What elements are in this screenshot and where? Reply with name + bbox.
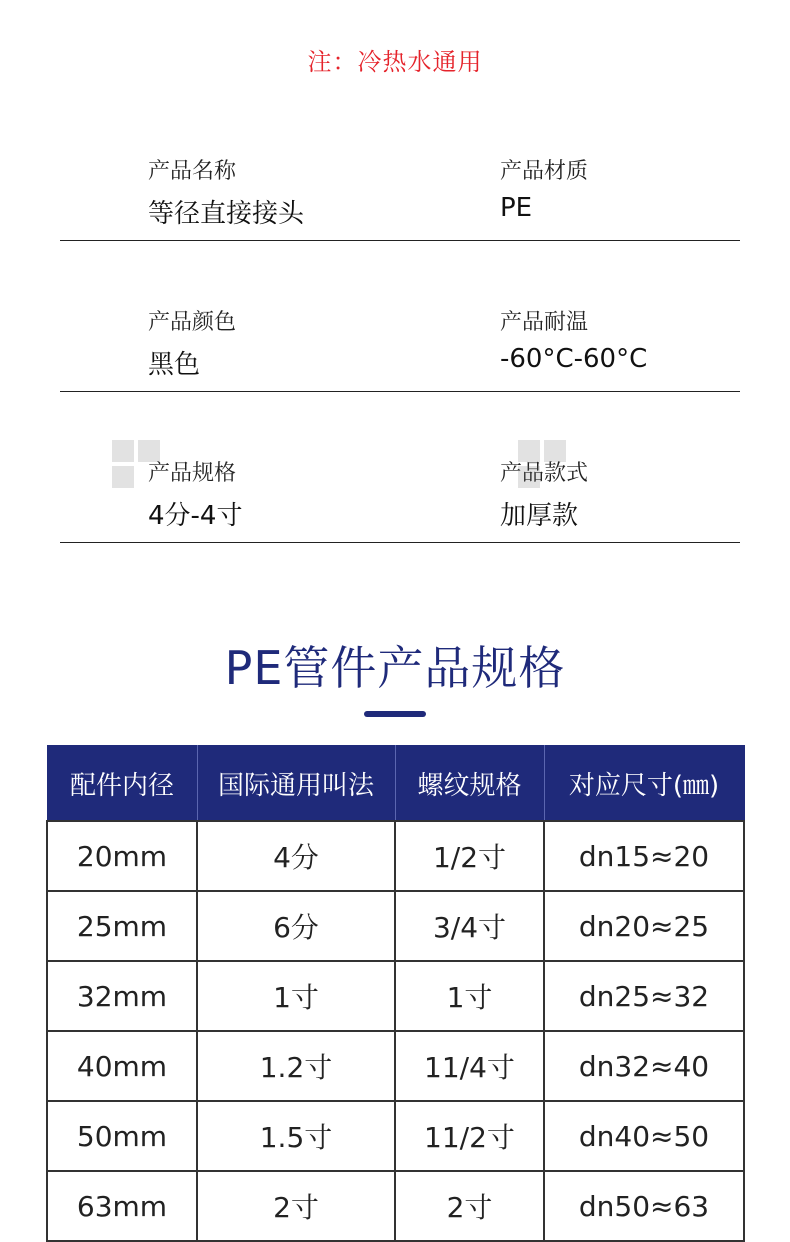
spec-value: 等径直接接头	[148, 199, 305, 229]
table-cell: 1寸	[395, 961, 544, 1031]
table-cell: 1.2寸	[197, 1031, 395, 1101]
column-header: 国际通用叫法	[197, 746, 395, 822]
spec-label: 产品规格	[148, 461, 237, 486]
spec-label: 产品颜色	[148, 310, 237, 335]
watermark-logo-icon	[112, 440, 162, 500]
spec-row-3	[60, 390, 740, 543]
column-header: 螺纹规格	[395, 746, 544, 822]
spec-value: 4分-4寸	[148, 501, 243, 531]
table-cell: 4分	[197, 821, 395, 891]
spec-row-1	[60, 88, 740, 241]
title-underline	[364, 711, 426, 717]
table-cell: dn15≈20	[544, 821, 744, 891]
table-cell: 63mm	[47, 1171, 197, 1241]
usage-note: 注：冷热水通用	[307, 48, 483, 76]
table-cell: dn25≈32	[544, 961, 744, 1031]
spec-color	[148, 305, 236, 381]
spec-table	[46, 745, 745, 1242]
table-cell: 2寸	[395, 1171, 544, 1241]
table-cell: dn40≈50	[544, 1101, 744, 1171]
table-cell: 2寸	[197, 1171, 395, 1241]
table-cell: 32mm	[47, 961, 197, 1031]
table-row	[47, 961, 744, 1031]
spec-label: 产品名称	[148, 159, 237, 184]
spec-label: 产品耐温	[500, 310, 589, 335]
table-cell: 40mm	[47, 1031, 197, 1101]
spec-name	[148, 154, 304, 230]
spec-row-2	[60, 239, 740, 392]
table-header-row	[47, 746, 744, 822]
column-header: 配件内径	[47, 746, 197, 822]
table-row	[47, 891, 744, 961]
spec-value: -60°C-60°C	[500, 344, 648, 374]
table-cell: 1寸	[197, 961, 395, 1031]
table-cell: dn50≈63	[544, 1171, 744, 1241]
table-cell: 25mm	[47, 891, 197, 961]
spec-label: 产品材质	[500, 159, 589, 184]
table-cell: 20mm	[47, 821, 197, 891]
table-cell: 6分	[197, 891, 395, 961]
table-row	[47, 1031, 744, 1101]
spec-size	[148, 456, 242, 532]
table-cell: dn20≈25	[544, 891, 744, 961]
section-title: PE管件产品规格	[224, 641, 566, 695]
table-cell: 1/2寸	[395, 821, 544, 891]
table-row	[47, 821, 744, 891]
table-cell: 50mm	[47, 1101, 197, 1171]
column-header: 对应尺寸(㎜)	[544, 746, 744, 822]
spec-value: 加厚款	[500, 501, 579, 531]
table-cell: 3/4寸	[395, 891, 544, 961]
table-cell: dn32≈40	[544, 1031, 744, 1101]
table-row	[47, 1101, 744, 1171]
spec-value: 黑色	[148, 350, 201, 380]
table-cell: 11/2寸	[395, 1101, 544, 1171]
spec-material	[500, 154, 588, 223]
watermark-logo-icon	[518, 440, 568, 500]
spec-label: 产品款式	[500, 461, 589, 486]
spec-temperature	[500, 305, 647, 374]
spec-value: PE	[500, 193, 533, 223]
table-row	[47, 1171, 744, 1241]
table-cell: 1.5寸	[197, 1101, 395, 1171]
table-cell: 11/4寸	[395, 1031, 544, 1101]
